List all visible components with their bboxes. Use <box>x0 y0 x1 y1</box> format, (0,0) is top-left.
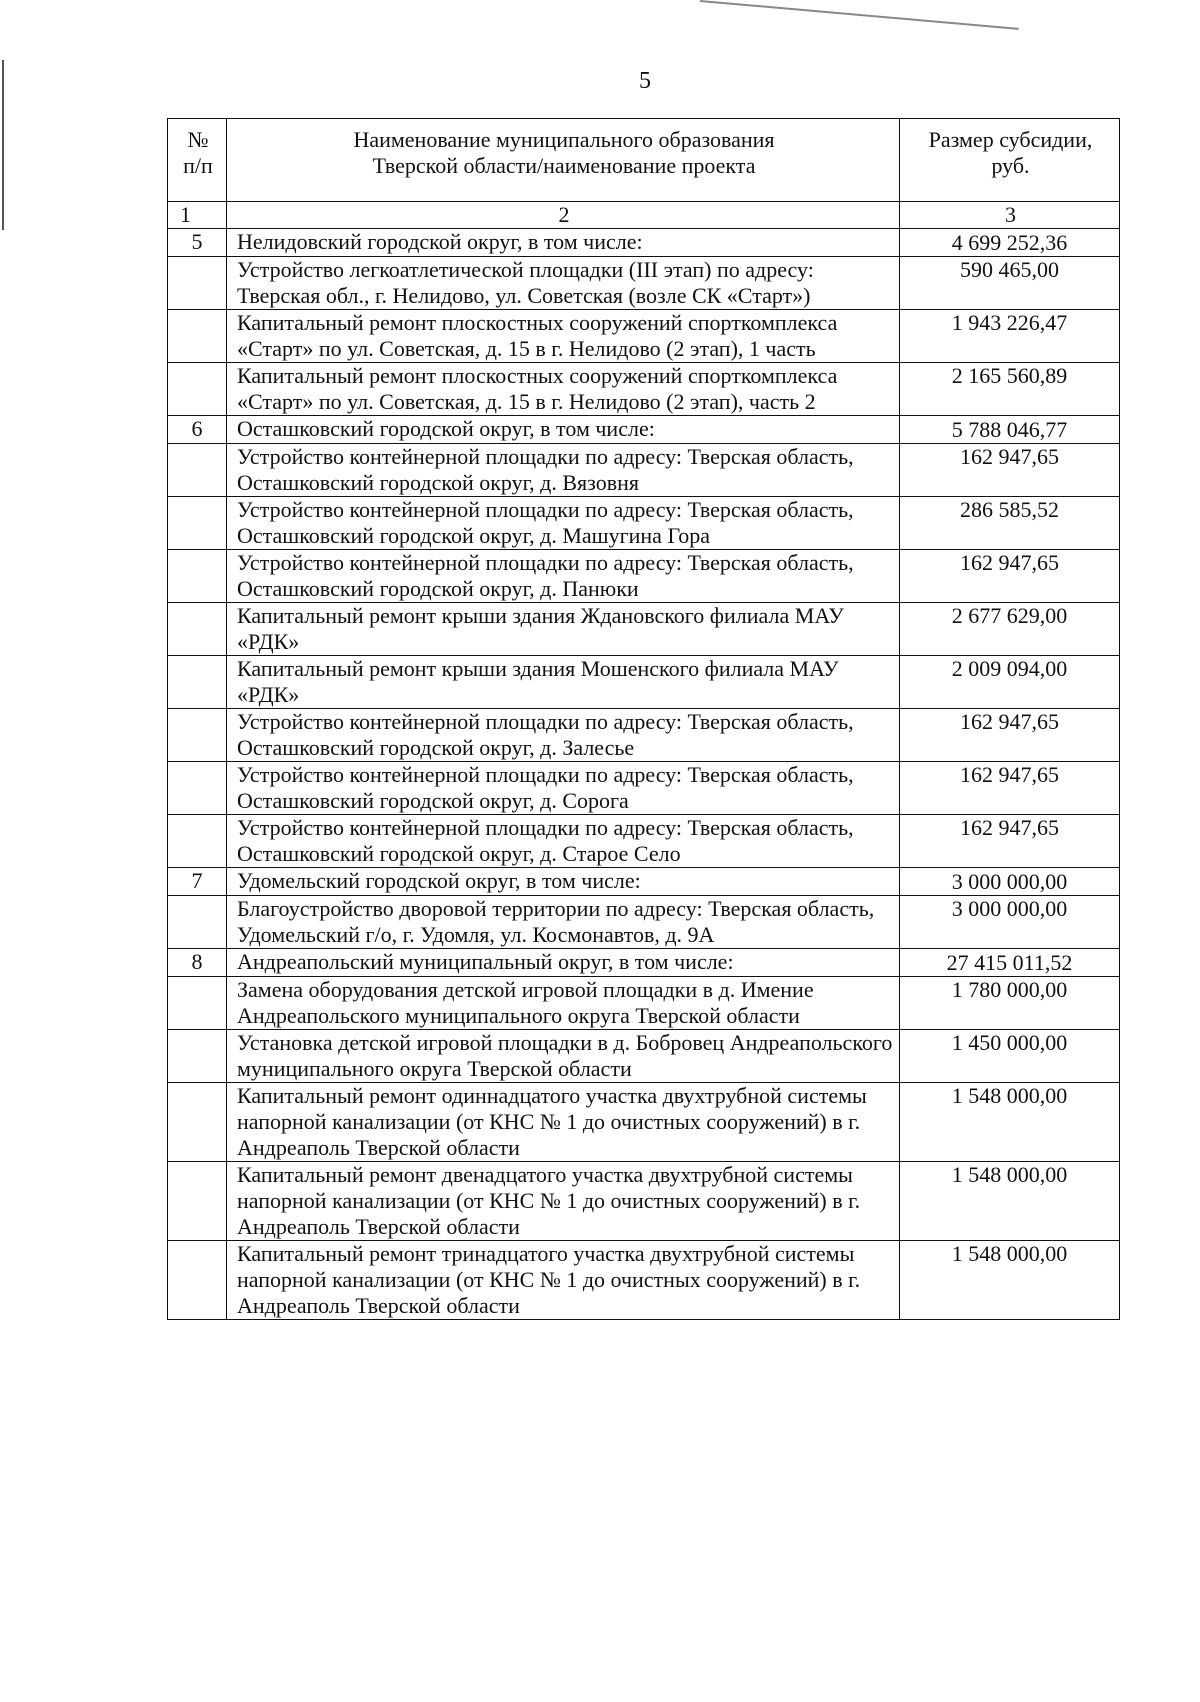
row-amount: 162 947,65 <box>900 762 1120 815</box>
row-name: Капитальный ремонт тринадцатого участка двухтрубной системы напорной канализации (от КНС № 1 до очистных сооружений) в г. Андреаполь Тверской области <box>227 1241 900 1320</box>
row-number <box>168 1030 227 1083</box>
row-number <box>168 444 227 497</box>
row-number <box>168 550 227 603</box>
table-row <box>168 1162 1120 1241</box>
row-amount: 286 585,52 <box>900 497 1120 550</box>
row-amount: 4 699 252,36 <box>900 229 1120 257</box>
row-number <box>168 1241 227 1320</box>
row-number <box>168 497 227 550</box>
table-row <box>168 310 1120 363</box>
row-number: 7 <box>168 868 227 896</box>
row-name: Капитальный ремонт плоскостных сооружений спорткомплекса «Старт» по ул. Советская, д. 15 в г. Нелидово (2 этап), часть 2 <box>227 363 900 416</box>
table-row <box>168 603 1120 656</box>
row-name: Благоустройство дворовой территории по адресу: Тверская область, Удомельский г/о, г. Удомля, ул. Космонавтов, д. 9А <box>227 896 900 949</box>
table-row <box>168 1241 1120 1320</box>
table-row <box>168 1083 1120 1162</box>
header-name-line2: Тверской области/наименование проекта <box>372 153 756 178</box>
table-row <box>168 815 1120 868</box>
header-num-label: № п/п <box>183 127 213 178</box>
row-amount: 162 947,65 <box>900 444 1120 497</box>
row-amount: 162 947,65 <box>900 550 1120 603</box>
row-name: Капитальный ремонт плоскостных сооружений спорткомплекса «Старт» по ул. Советская, д. 15 в г. Нелидово (2 этап), 1 часть <box>227 310 900 363</box>
table-row <box>168 497 1120 550</box>
column-index-1: 1 <box>168 202 227 229</box>
row-name: Удомельский городской округ, в том числе: <box>227 868 900 896</box>
row-name: Осташковский городской округ, в том числе: <box>227 416 900 444</box>
table-row <box>168 550 1120 603</box>
row-amount: 162 947,65 <box>900 815 1120 868</box>
row-number: 8 <box>168 949 227 977</box>
table-row <box>168 257 1120 310</box>
row-name: Нелидовский городской округ, в том числе: <box>227 229 900 257</box>
row-number <box>168 896 227 949</box>
group-row <box>168 416 1120 444</box>
row-amount: 1 780 000,00 <box>900 977 1120 1030</box>
column-index-row <box>168 202 1120 229</box>
row-number <box>168 1162 227 1241</box>
header-name-line1: Наименование муниципального образования <box>353 127 775 152</box>
row-name: Андреапольский муниципальный округ, в том числе: <box>227 949 900 977</box>
row-amount: 3 000 000,00 <box>900 896 1120 949</box>
header-amount-line1: Размер субсидии, <box>928 127 1093 152</box>
row-name: Капитальный ремонт двенадцатого участка двухтрубной системы напорной канализации (от КНС № 1 до очистных сооружений) в г. Андреаполь Тверской области <box>227 1162 900 1241</box>
row-amount: 3 000 000,00 <box>900 868 1120 896</box>
row-number: 5 <box>168 229 227 257</box>
row-number <box>168 310 227 363</box>
table-row <box>168 656 1120 709</box>
row-number: 6 <box>168 416 227 444</box>
table-row <box>168 1030 1120 1083</box>
table-row <box>168 977 1120 1030</box>
table-row <box>168 444 1120 497</box>
row-number <box>168 762 227 815</box>
row-amount: 2 677 629,00 <box>900 603 1120 656</box>
row-amount: 1 548 000,00 <box>900 1241 1120 1320</box>
row-amount: 1 450 000,00 <box>900 1030 1120 1083</box>
row-name: Устройство контейнерной площадки по адресу: Тверская область, Осташковский городской округ, д. Панюки <box>227 550 900 603</box>
row-number <box>168 656 227 709</box>
column-index-2: 2 <box>227 202 900 229</box>
row-amount: 1 943 226,47 <box>900 310 1120 363</box>
group-row <box>168 949 1120 977</box>
header-num <box>168 119 227 202</box>
table-row <box>168 709 1120 762</box>
page-number: 5 <box>639 68 651 94</box>
row-name: Капитальный ремонт крыши здания Ждановского филиала МАУ «РДК» <box>227 603 900 656</box>
row-amount: 162 947,65 <box>900 709 1120 762</box>
row-amount: 590 465,00 <box>900 257 1120 310</box>
row-amount: 1 548 000,00 <box>900 1083 1120 1162</box>
header-amount <box>900 119 1120 202</box>
row-name: Устройство контейнерной площадки по адресу: Тверская область, Осташковский городской округ, д. Старое Село <box>227 815 900 868</box>
row-name: Устройство контейнерной площадки по адресу: Тверская область, Осташковский городской округ, д. Залесье <box>227 709 900 762</box>
row-name: Капитальный ремонт крыши здания Мошенского филиала МАУ «РДК» <box>227 656 900 709</box>
scan-scratch-mark <box>700 0 1019 30</box>
row-name: Замена оборудования детской игровой площадки в д. Имение Андреапольского муниципального округа Тверской области <box>227 977 900 1030</box>
table-header-row <box>168 119 1120 202</box>
row-number <box>168 603 227 656</box>
table-body <box>168 229 1120 1320</box>
row-number <box>168 709 227 762</box>
row-name: Устройство контейнерной площадки по адресу: Тверская область, Осташковский городской округ, д. Вязовня <box>227 444 900 497</box>
subsidy-table-container <box>167 118 1119 1320</box>
row-amount: 2 165 560,89 <box>900 363 1120 416</box>
row-name: Устройство легкоатлетической площадки (III этап) по адресу: Тверская обл., г. Нелидово, ул. Советская (возле СК «Старт») <box>227 257 900 310</box>
subsidy-table <box>167 118 1120 1320</box>
table-row <box>168 762 1120 815</box>
table-row <box>168 363 1120 416</box>
row-name: Капитальный ремонт одиннадцатого участка двухтрубной системы напорной канализации (от КНС № 1 до очистных сооружений) в г. Андреаполь Тверской области <box>227 1083 900 1162</box>
header-amount-line2: руб. <box>991 153 1030 178</box>
row-amount: 27 415 011,52 <box>900 949 1120 977</box>
row-name: Установка детской игровой площадки в д. Бобровец Андреапольского муниципального округа Тверской области <box>227 1030 900 1083</box>
group-row <box>168 868 1120 896</box>
header-name <box>227 119 900 202</box>
row-number <box>168 977 227 1030</box>
row-name: Устройство контейнерной площадки по адресу: Тверская область, Осташковский городской округ, д. Сорога <box>227 762 900 815</box>
row-number <box>168 815 227 868</box>
group-row <box>168 229 1120 257</box>
row-amount: 5 788 046,77 <box>900 416 1120 444</box>
row-amount: 1 548 000,00 <box>900 1162 1120 1241</box>
row-number <box>168 1083 227 1162</box>
row-number <box>168 257 227 310</box>
row-amount: 2 009 094,00 <box>900 656 1120 709</box>
column-index-3: 3 <box>900 202 1120 229</box>
table-row <box>168 896 1120 949</box>
row-number <box>168 363 227 416</box>
row-name: Устройство контейнерной площадки по адресу: Тверская область, Осташковский городской округ, д. Машугина Гора <box>227 497 900 550</box>
